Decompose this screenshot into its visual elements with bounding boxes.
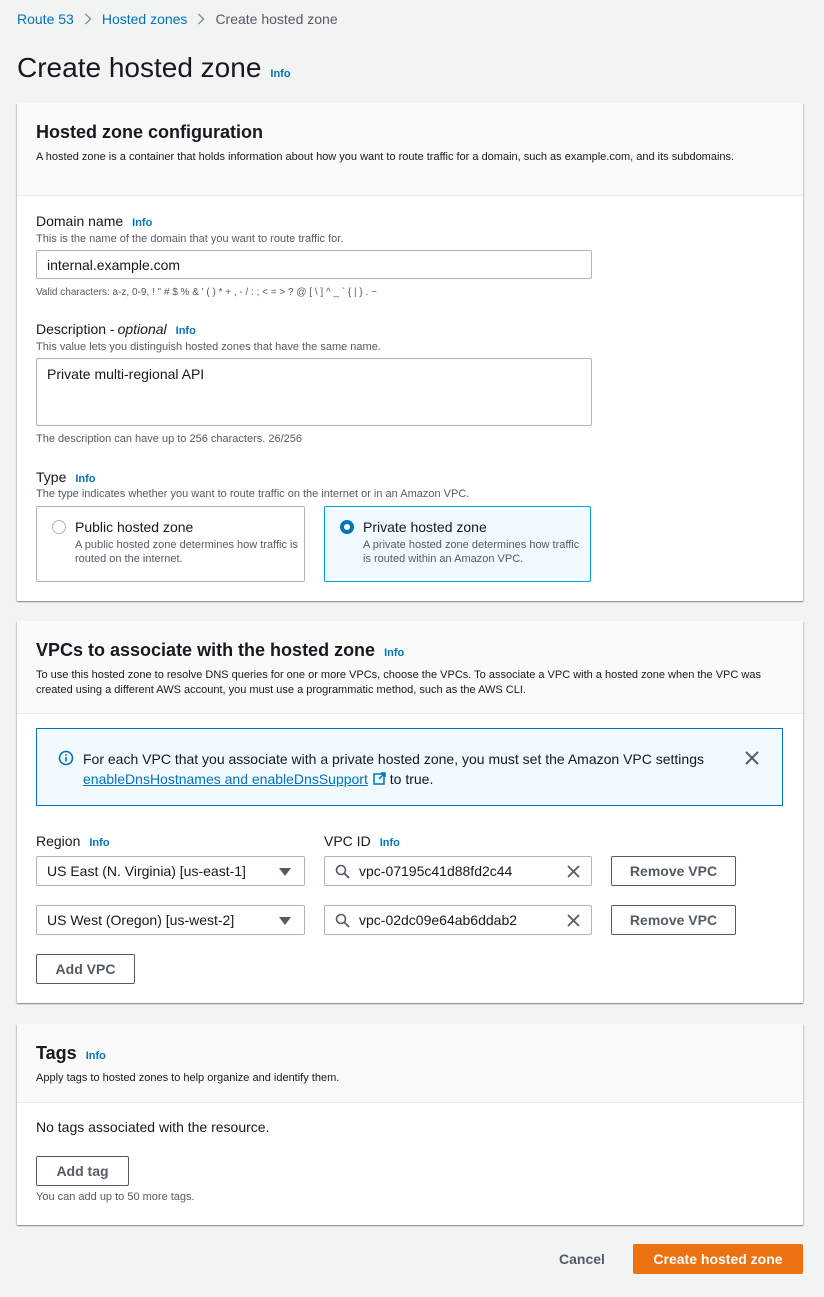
region-info-link[interactable]: Info	[89, 837, 110, 849]
private-hosted-zone-option[interactable]	[324, 506, 591, 582]
domain-name-input[interactable]	[36, 250, 592, 279]
tags-info-link[interactable]: Info	[85, 1050, 106, 1062]
vpc-id-input[interactable]	[324, 856, 592, 886]
vpc-info-link[interactable]: Info	[384, 647, 405, 659]
breadcrumb-route53[interactable]: Route 53	[17, 11, 74, 27]
search-icon	[335, 913, 350, 928]
page-title	[17, 52, 291, 84]
no-tags-message: No tags associated with the resource.	[36, 1119, 270, 1135]
clear-icon[interactable]	[566, 913, 581, 928]
domain-info-link[interactable]: Info	[132, 217, 153, 229]
radio-private[interactable]	[340, 520, 354, 534]
caret-down-icon	[279, 868, 291, 876]
vpc-id-info-link[interactable]: Info	[379, 837, 400, 849]
vpc-id-value: vpc-07195c41d88fd2c44	[359, 863, 513, 879]
description-info-link[interactable]: Info	[175, 325, 196, 337]
breadcrumb	[17, 10, 338, 28]
close-icon[interactable]	[743, 749, 761, 767]
public-zone-desc: A public hosted zone determines how traffic is routed on the internet.	[75, 539, 298, 565]
region-label	[36, 833, 110, 849]
description-textarea[interactable]	[36, 358, 592, 426]
panel-title	[36, 1043, 784, 1064]
panel-header	[17, 103, 803, 196]
description-label-text: Description -	[36, 321, 115, 337]
clear-icon[interactable]	[566, 864, 581, 879]
caret-down-icon	[279, 917, 291, 925]
type-label	[36, 469, 96, 485]
alert-text-after: to true.	[385, 771, 434, 787]
chevron-right-icon	[197, 13, 205, 25]
description-hint: This value lets you distinguish hosted zones that have the same name.	[36, 341, 381, 353]
add-vpc-button[interactable]: Add VPC	[36, 954, 135, 984]
type-hint: The type indicates whether you want to route traffic on the internet or in an Amazon VPC.	[36, 488, 470, 500]
domain-name-constraint: Valid characters: a-z, 0-9, ! " # $ % & ' ( ) * + , - / : ; < = > ? @ [ \ ] ^ _ ` { | } . ~	[36, 287, 377, 298]
type-info-link[interactable]: Info	[75, 473, 96, 485]
add-tag-button[interactable]: Add tag	[36, 1156, 129, 1186]
panel-description: A hosted zone is a container that holds information about how you want to route traffic for a domain, such as example.com, and its subdomains.	[36, 151, 735, 163]
dns-settings-link-text: enableDnsHostnames and enableDnsSupport	[83, 771, 368, 787]
panel-description: To use this hosted zone to resolve DNS queries for one or more VPCs, choose the VPCs. To associate a VPC with a hosted zone when the VPC was created using a different AWS account, you must use a programmatic method, such as the AWS CLI.	[36, 669, 761, 696]
create-hosted-zone-button[interactable]: Create hosted zone	[633, 1244, 803, 1274]
remove-vpc-button[interactable]: Remove VPC	[611, 905, 736, 935]
page-info-link[interactable]: Info	[270, 68, 291, 80]
domain-name-value: internal.example.com	[47, 256, 181, 273]
public-zone-title: Public hosted zone	[75, 519, 194, 535]
region-select[interactable]	[36, 856, 305, 886]
alert-text	[83, 749, 723, 790]
public-hosted-zone-option[interactable]	[36, 506, 305, 582]
chevron-right-icon	[84, 13, 92, 25]
domain-name-hint: This is the name of the domain that you want to route traffic for.	[36, 233, 344, 245]
vpc-association-panel	[17, 621, 803, 1003]
cancel-button[interactable]: Cancel	[559, 1251, 605, 1267]
vpc-id-value: vpc-02dc09e64ab6ddab2	[359, 912, 518, 928]
panel-description: Apply tags to hosted zones to help organize and identify them.	[36, 1072, 340, 1084]
domain-name-label-text: Domain name	[36, 213, 124, 229]
panel-title	[36, 640, 784, 661]
description-constraint: The description can have up to 256 characters. 26/256	[36, 433, 303, 445]
private-zone-desc: A private hosted zone determines how traffic is routed within an Amazon VPC.	[363, 539, 580, 565]
description-label	[36, 321, 196, 337]
hosted-zone-config-panel	[17, 103, 803, 601]
radio-public[interactable]	[52, 520, 66, 534]
domain-name-label	[36, 213, 152, 229]
info-circle-icon	[58, 750, 74, 766]
region-label-text: Region	[36, 833, 81, 849]
panel-header	[17, 1024, 803, 1103]
tags-limit-hint: You can add up to 50 more tags.	[36, 1191, 195, 1203]
optional-text: optional	[117, 321, 167, 337]
vpc-id-input[interactable]	[324, 905, 592, 935]
panel-title: Hosted zone configuration	[36, 122, 263, 142]
remove-vpc-button[interactable]: Remove VPC	[611, 856, 736, 886]
private-zone-title: Private hosted zone	[363, 519, 487, 535]
alert-text-before: For each VPC that you associate with a private hosted zone, you must set the Amazon VPC settings	[83, 751, 704, 767]
search-icon	[335, 864, 350, 879]
region-select[interactable]	[36, 905, 305, 935]
info-alert	[36, 728, 783, 806]
page-title-text: Create hosted zone	[17, 52, 262, 83]
type-label-text: Type	[36, 469, 67, 485]
region-select-value: US West (Oregon) [us-west-2]	[47, 912, 235, 928]
vpc-panel-title-text: VPCs to associate with the hosted zone	[36, 640, 376, 660]
panel-header	[17, 621, 803, 714]
tags-title-text: Tags	[36, 1043, 77, 1063]
tags-panel	[17, 1024, 803, 1225]
region-select-value: US East (N. Virginia) [us-east-1]	[47, 863, 246, 879]
breadcrumb-hosted-zones[interactable]: Hosted zones	[101, 11, 188, 27]
breadcrumb-current: Create hosted zone	[215, 11, 338, 27]
vpc-id-label	[324, 833, 400, 849]
dns-settings-link[interactable]	[83, 771, 386, 787]
external-link-icon	[373, 770, 386, 790]
vpc-id-label-text: VPC ID	[324, 833, 371, 849]
